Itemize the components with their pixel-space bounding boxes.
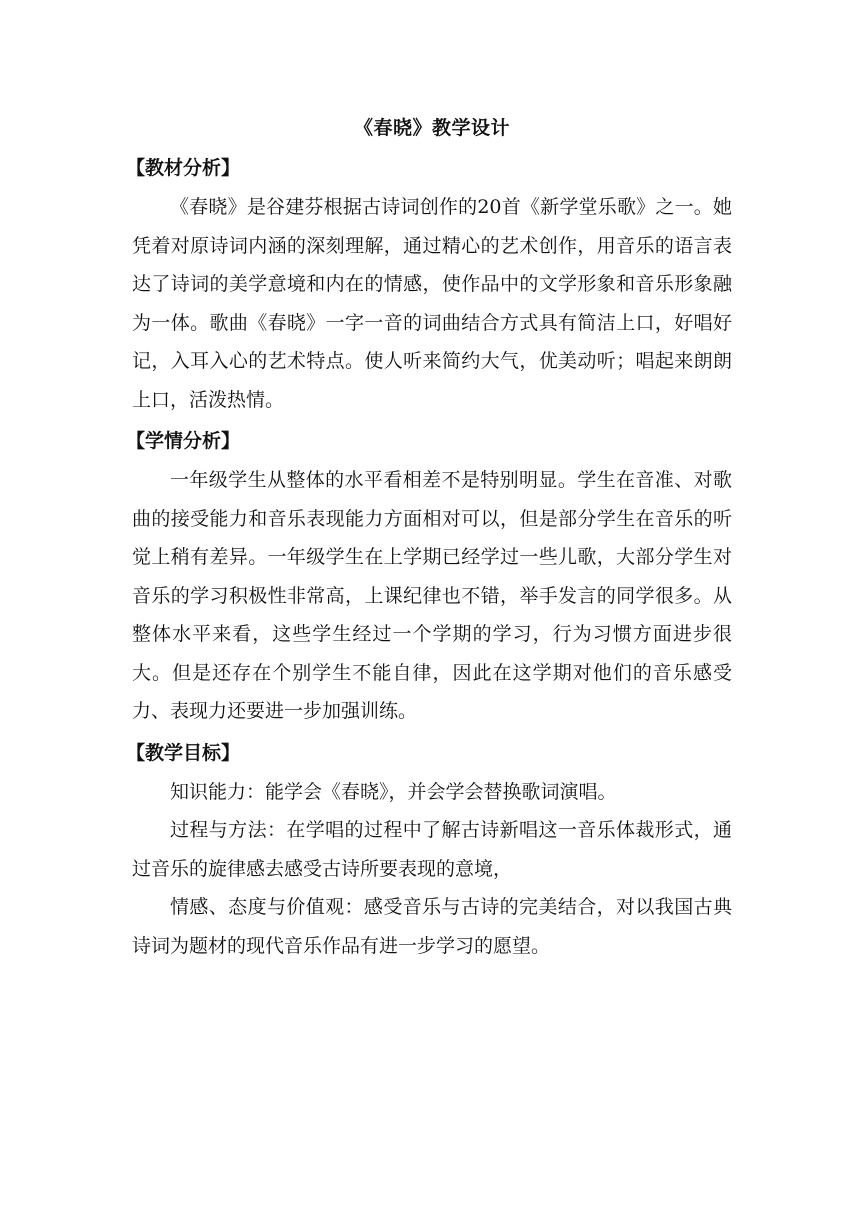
paragraph: 《春晓》是谷建芬根据古诗词创作的20首《新学堂乐歌》之一。她凭着对原诗词内涵的深刻理解，通过精心的艺术创作，用音乐的语言表达了诗词的美学意境和内在的情感，使作品中的文学形象和音乐形象融为一体。歌曲《春晓》一字一音的词曲结合方式具有简洁上口，好唱好记，入耳入心的艺术特点。使人听来简约大气，优美动听；唱起来朗朗上口，活泼热情。 xyxy=(132,196,732,411)
section-heading: 【教学目标】 xyxy=(126,741,241,764)
document-title: 《春晓》教学设计 xyxy=(353,117,510,139)
document-body xyxy=(126,110,732,965)
section-teaching-objectives xyxy=(126,733,732,966)
section-heading: 【教材分析】 xyxy=(126,157,241,179)
paragraph: 一年级学生从整体的水平看相差不是特别明显。学生在音准、对歌曲的接受能力和音乐表现能力方面相对可以，但是部分学生在音乐的听觉上稍有差异。一年级学生在上学期已经学过一些儿歌，大部分学生对音乐的学习积极性非常高，上课纪律也不错，举手发言的同学很多。从整体水平来看，这些学生经过一个学期的学习，行为习惯方面进步很大。但是还存在个别学生不能自律，因此在这学期对他们的音乐感受力、表现力还要进一步加强训练。 xyxy=(132,469,732,722)
section-heading: 【学情分析】 xyxy=(126,430,241,452)
paragraph-process-method: 过程与方法：在学唱的过程中了解古诗新唱这一音乐体裁形式，通过音乐的旋律感去感受古诗所要表现的意境， xyxy=(132,819,732,880)
paragraph-emotion-attitude: 情感、态度与价值观：感受音乐与古诗的完美结合，对以我国古典诗词为题材的现代音乐作品有进一步学习的愿望。 xyxy=(132,896,732,957)
section-student-analysis xyxy=(126,421,732,731)
section-textbook-analysis xyxy=(126,148,732,419)
paragraph-knowledge-ability: 知识能力：能学会《春晓》，并会学会替换歌词演唱。 xyxy=(170,780,617,803)
